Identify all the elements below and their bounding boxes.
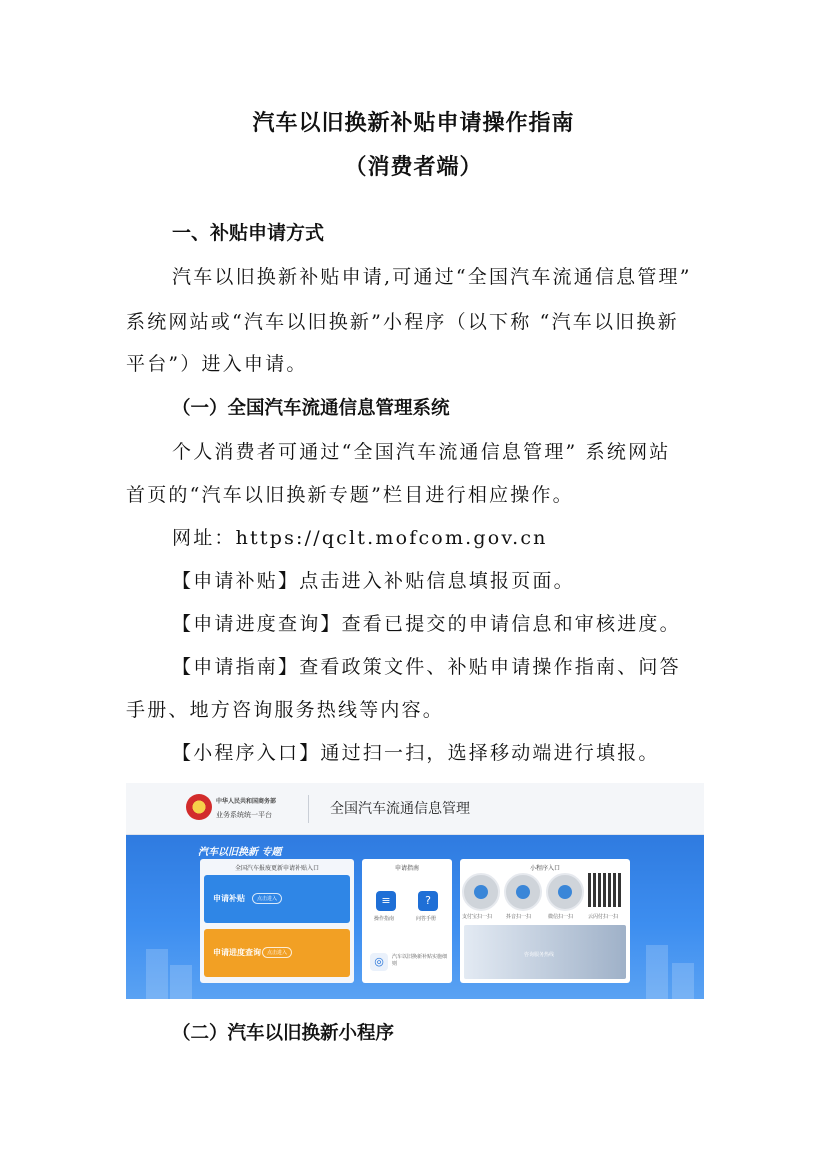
qr-label: 云闪付扫一扫: [588, 914, 619, 920]
paragraph-line: 汽车以旧换新补贴申请,可通过“全国汽车流通信息管理”: [172, 266, 692, 288]
unionpay-qr-code: [588, 873, 622, 907]
guide-panel: [362, 859, 452, 983]
enter-button[interactable]: 点击进入: [252, 893, 282, 904]
list-item: 【申请补贴】点击进入补贴信息填报页面。: [172, 570, 575, 592]
website-url-line: 网址：https://qclt.mofcom.gov.cn: [172, 527, 548, 549]
city-decoration: [646, 945, 668, 999]
qa-manual-icon[interactable]: ?: [418, 891, 438, 911]
subsidy-entry-panel: [200, 859, 354, 983]
list-item: 【申请指南】查看政策文件、补贴申请操作指南、问答: [172, 656, 681, 678]
platform-name: 业务系统统一平台: [216, 811, 272, 819]
panel-heading: 申请指南: [394, 865, 419, 872]
document-subtitle: （消费者端）: [344, 155, 483, 180]
rules-icon: ◎: [370, 953, 388, 971]
hotline-banner[interactable]: [464, 925, 626, 979]
guide-icon[interactable]: ≡: [376, 891, 396, 911]
rules-link[interactable]: 汽车以旧换新补贴实施细则: [392, 954, 448, 967]
paragraph-line: 首页的“汽车以旧换新专题”栏目进行相应操作。: [126, 484, 574, 506]
city-decoration: [146, 949, 168, 999]
site-header: [126, 783, 704, 835]
qr-label: 支付宝扫一扫: [462, 914, 493, 920]
alipay-qr-code: [462, 873, 500, 911]
site-banner-area: [126, 835, 704, 999]
subsection-heading-1: （一）全国汽车流通信息管理系统: [172, 398, 450, 419]
list-item: 手册、地方咨询服务热线等内容。: [126, 699, 445, 721]
national-emblem-icon: [186, 794, 212, 820]
city-decoration: [170, 965, 192, 999]
panel-heading: 小程序入口: [529, 865, 560, 872]
apply-subsidy-card[interactable]: [204, 875, 350, 923]
subsection-heading-2: （二）汽车以旧换新小程序: [172, 1023, 395, 1044]
miniprogram-panel: [460, 859, 630, 983]
website-screenshot: [126, 783, 704, 999]
paragraph-line: 平台”）进入申请。: [126, 353, 308, 375]
qr-label: 抖音扫一扫: [506, 914, 532, 920]
progress-query-card[interactable]: [204, 929, 350, 977]
topic-brand: 汽车以旧换新 专题: [198, 847, 282, 858]
list-item: 【小程序入口】通过扫一扫，选择移动端进行填报。: [172, 742, 660, 764]
douyin-qr-code: [504, 873, 542, 911]
qr-label: 微信扫一扫: [548, 914, 574, 920]
guide-label[interactable]: 操作指南: [374, 916, 395, 922]
city-decoration: [672, 963, 694, 999]
section-heading-1: 一、补贴申请方式: [172, 222, 325, 244]
org-name: 中华人民共和国商务部: [216, 798, 277, 805]
system-title: 全国汽车流通信息管理: [330, 801, 470, 817]
card-title: 申请补贴: [213, 894, 245, 903]
panel-heading: 全国汽车报废更新申请补贴入口: [234, 865, 319, 872]
header-divider: [308, 795, 309, 823]
document-title: 汽车以旧换新补贴申请操作指南: [252, 111, 575, 136]
paragraph-line: 系统网站或“汽车以旧换新”小程序（以下称 “汽车以旧换新: [126, 311, 679, 333]
wechat-qr-code: [546, 873, 584, 911]
enter-button[interactable]: 点击进入: [262, 947, 292, 958]
qa-label[interactable]: 问答手册: [416, 916, 437, 922]
hotline-banner-text: 咨询服务热线: [524, 952, 555, 958]
paragraph-line: 个人消费者可通过“全国汽车流通信息管理” 系统网站: [172, 441, 671, 463]
card-title: 申请进度查询: [213, 948, 261, 957]
list-item: 【申请进度查询】查看已提交的申请信息和审核进度。: [172, 613, 681, 635]
